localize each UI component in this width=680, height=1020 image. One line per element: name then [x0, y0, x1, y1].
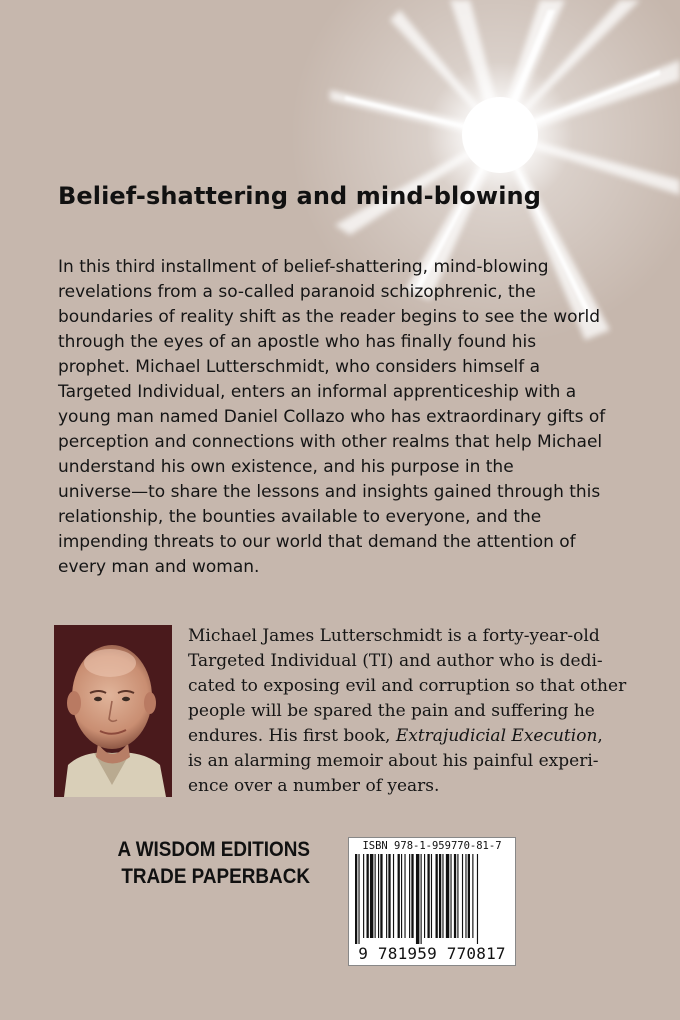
blurb-line: relationship, the bounties available to everyone, and the — [58, 507, 542, 527]
bio-line: Targeted Individual (TI) and author who is dedi- — [188, 651, 603, 671]
bio-line: people will be spared the pain and suffering he — [188, 701, 595, 721]
barcode-bar — [472, 854, 473, 938]
barcode-bar — [380, 854, 382, 938]
blurb-line: universe—to share the lessons and insights gained through this — [58, 482, 601, 502]
isbn-barcode — [348, 837, 516, 966]
barcode-bar — [424, 854, 425, 938]
author-photo — [54, 625, 172, 797]
barcode-bar — [446, 854, 449, 938]
imprint-label — [85, 836, 310, 890]
barcode-bar — [355, 854, 357, 944]
barcode-bar — [421, 854, 422, 944]
barcode-bar — [416, 854, 419, 944]
barcode-bar — [358, 854, 359, 944]
barcode-bar — [375, 854, 376, 938]
barcode-bar — [457, 854, 458, 938]
barcode-bar — [367, 854, 369, 938]
barcode-bar — [378, 854, 379, 938]
bio-line: ence over a number of years. — [188, 776, 440, 796]
barcode-bar — [442, 854, 443, 938]
blurb-line: impending threats to our world that demand the attention of — [58, 532, 576, 552]
barcode-bar — [436, 854, 438, 938]
barcode-bar — [427, 854, 429, 938]
barcode-bar — [454, 854, 456, 938]
barcode-bar — [388, 854, 390, 938]
bio-line — [188, 724, 648, 749]
barcode-bar — [462, 854, 463, 938]
barcode-bar — [431, 854, 432, 938]
barcode-bar — [398, 854, 400, 938]
bio-text: endures. His first book, — [188, 726, 396, 746]
barcode-bar — [404, 854, 405, 938]
blurb-line: every man and woman. — [58, 557, 260, 577]
ean-number: 9 781959 770817 — [358, 944, 506, 963]
blurb-line: understand his own existence, and his purpose in the — [58, 457, 514, 477]
blurb-line: revelations from a so-called paranoid schizophrenic, the — [58, 282, 536, 302]
blurb-line: Targeted Individual, enters an informal apprenticeship with a — [58, 382, 577, 402]
barcode-bar — [477, 854, 478, 944]
blurb-line: prophet. Michael Lutterschmidt, who considers himself a — [58, 357, 541, 377]
headline: Belief-shattering and mind-blowing — [58, 182, 541, 210]
barcode-bar — [450, 854, 451, 938]
imprint-line: A WISDOM EDITIONS — [117, 838, 310, 861]
barcode-bar — [363, 854, 364, 938]
barcode-bar — [411, 854, 413, 938]
barcode-bar — [401, 854, 402, 938]
barcode-bar — [370, 854, 373, 938]
barcode-bar — [409, 854, 410, 938]
bio-line: is an alarming memoir about his painful experi- — [188, 751, 599, 771]
blurb-paragraph — [58, 255, 644, 580]
barcode-bar — [468, 854, 470, 938]
barcode-bar — [386, 854, 387, 938]
imprint-line: TRADE PAPERBACK — [121, 865, 310, 888]
blurb-line: boundaries of reality shift as the reader begins to see the world — [58, 307, 601, 327]
bio-text: , — [597, 726, 603, 746]
bio-line: cated to exposing evil and corruption so that other — [188, 676, 627, 696]
book-title: Extrajudicial Execution — [395, 726, 598, 746]
barcode-bars — [355, 854, 509, 944]
blurb-line: perception and connections with other realms that help Michael — [58, 432, 603, 452]
blurb-line: young man named Daniel Collazo who has extraordinary gifts of — [58, 407, 606, 427]
isbn-label: ISBN 978-1-959770-81-7 — [362, 840, 502, 852]
bio-line: Michael James Lutterschmidt is a forty-year-old — [188, 626, 600, 646]
blurb-line: through the eyes of an apostle who has finally found his — [58, 332, 537, 352]
blurb-line: In this third installment of belief-shattering, mind-blowing — [58, 257, 549, 277]
author-bio — [188, 624, 648, 799]
barcode-bar — [439, 854, 441, 938]
barcode-bar — [465, 854, 466, 938]
barcode-bar — [393, 854, 394, 938]
